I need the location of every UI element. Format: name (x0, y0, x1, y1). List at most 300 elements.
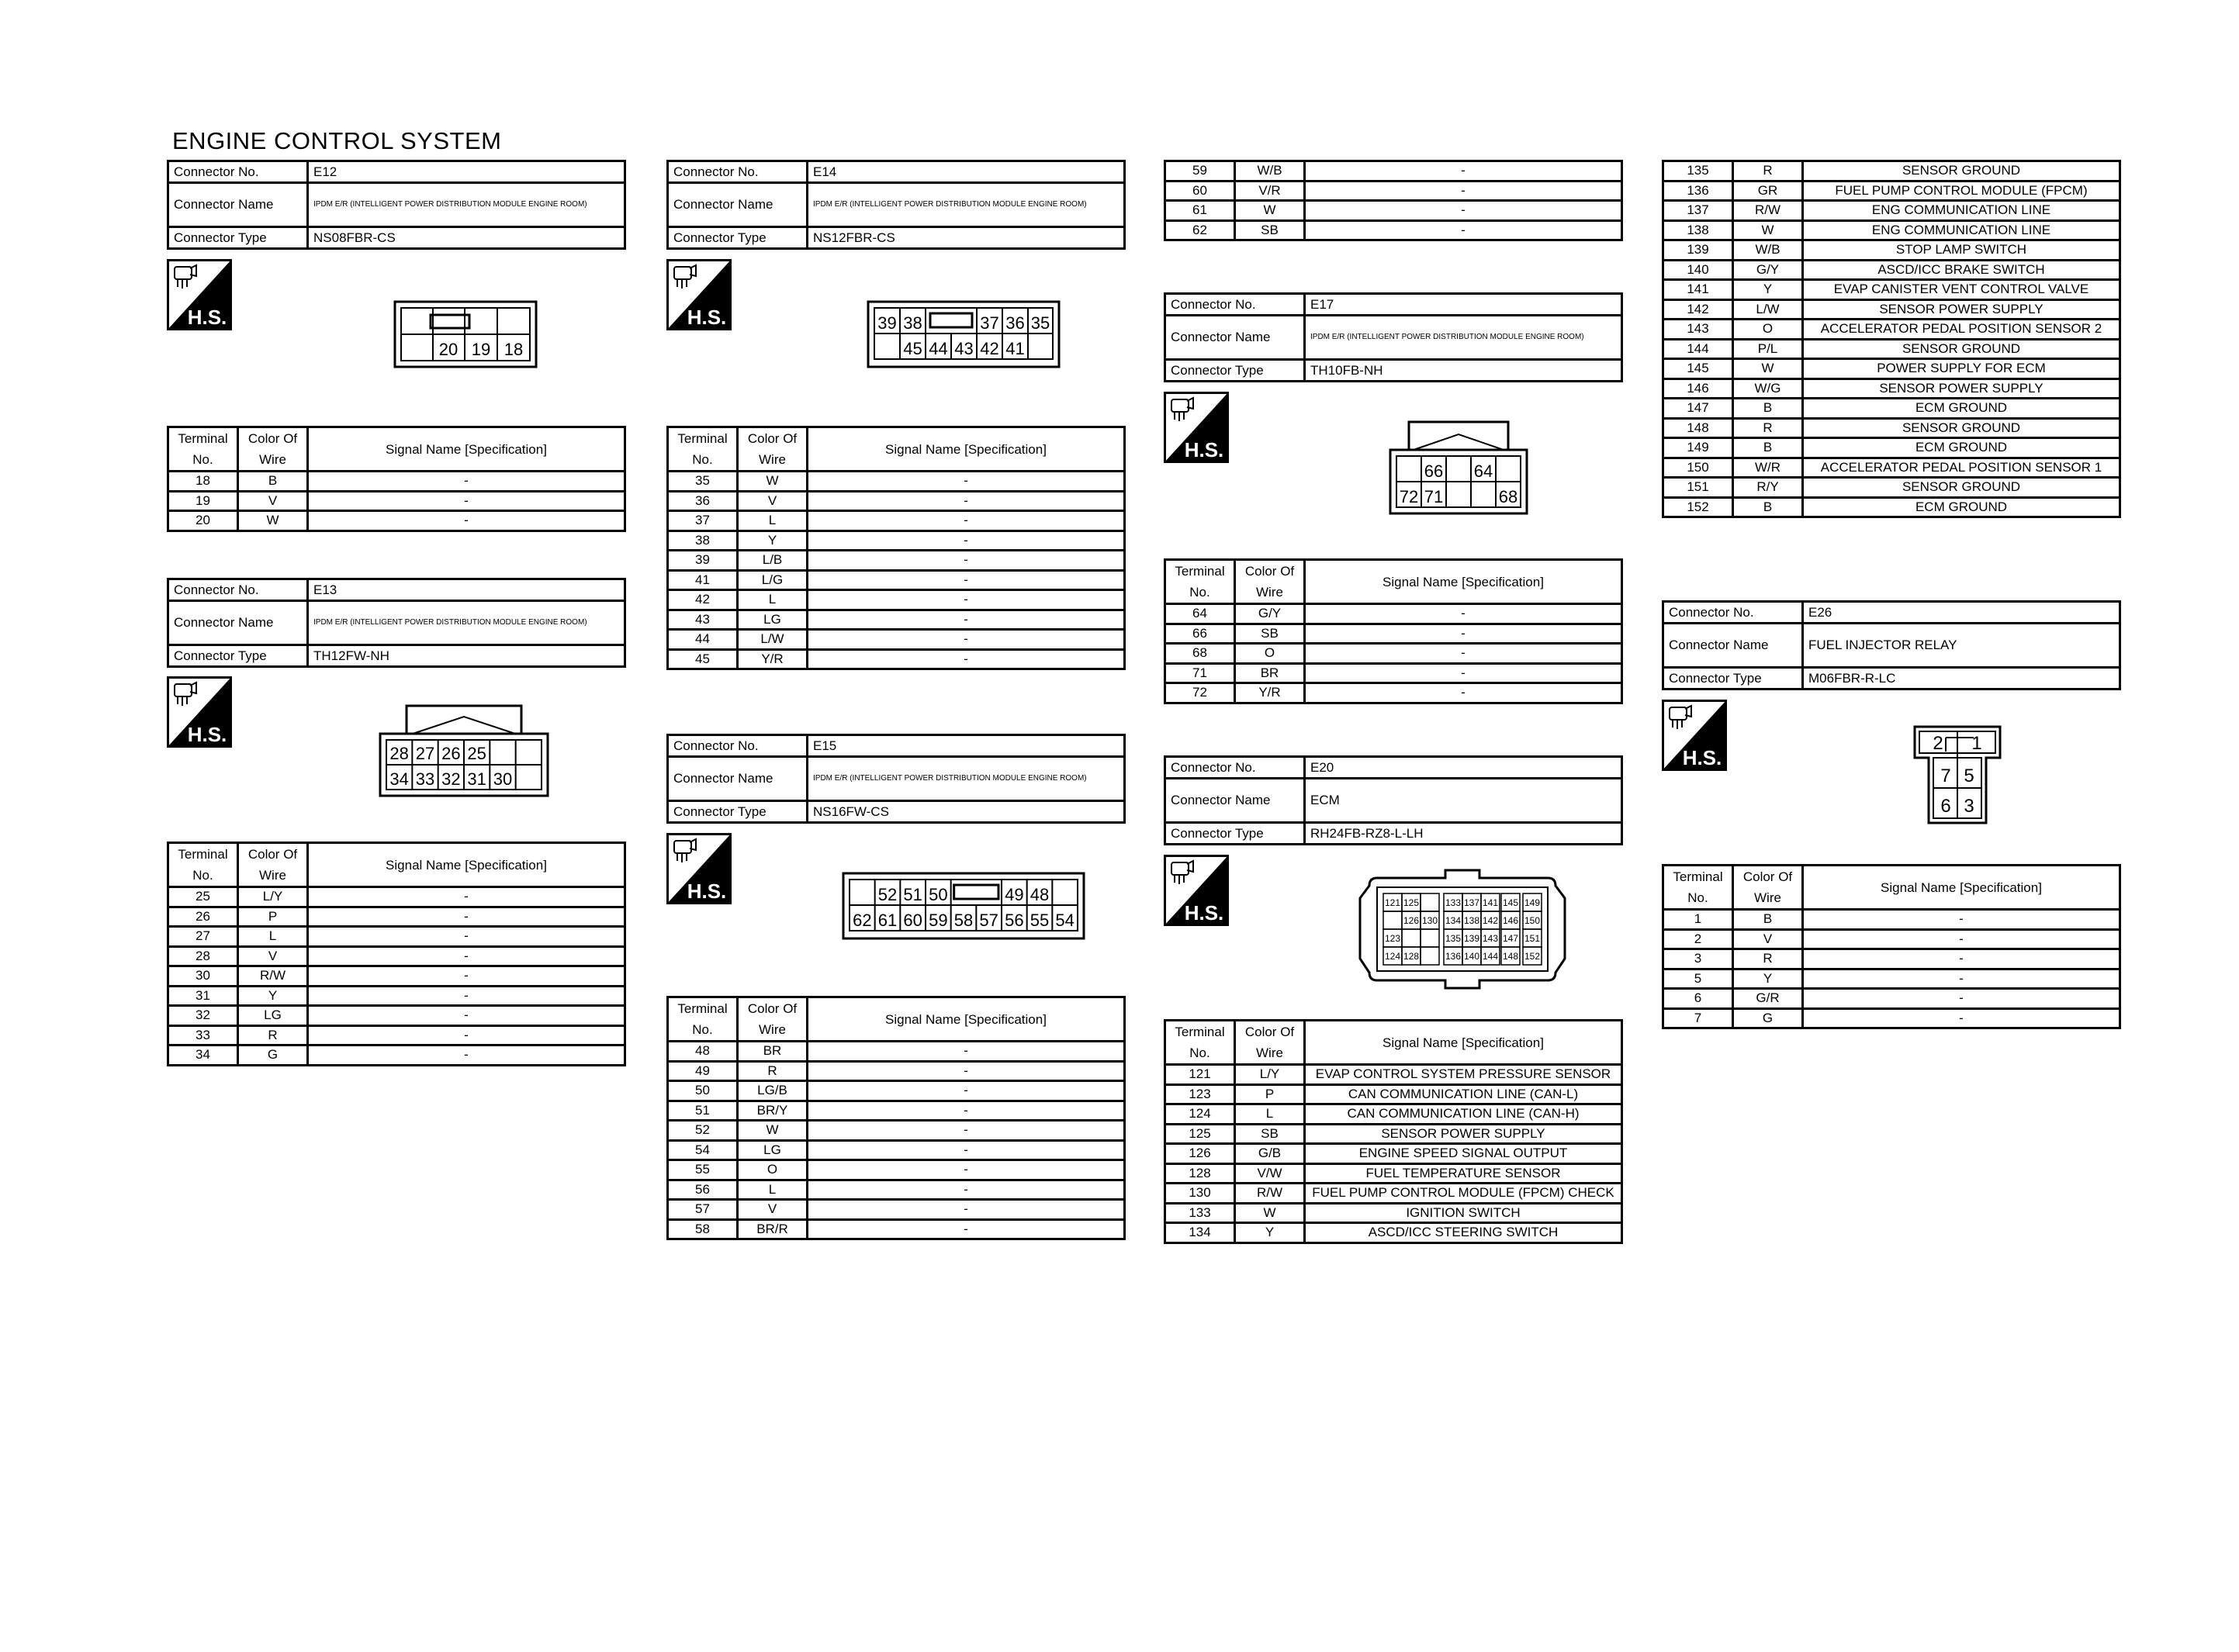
signal-name-cell: - (308, 511, 625, 531)
table-row (168, 1006, 625, 1026)
connector-no-value: E26 (1803, 602, 2120, 624)
connector-e17-info (1164, 292, 1623, 382)
connector-e14-face (867, 300, 1061, 368)
wire-color-cell: G (1733, 1008, 1803, 1028)
signal-name-cell: - (808, 1219, 1125, 1239)
pin-30: 30 (493, 769, 513, 789)
pin-68: 68 (1498, 487, 1518, 506)
terminal-no-cell: 145 (1663, 359, 1733, 379)
hs-label: H.S. (687, 306, 727, 329)
harness-side-icon (1662, 700, 1727, 771)
table-row (1663, 458, 2120, 478)
connector-name-label: Connector Name (668, 183, 808, 227)
pin-135: 135 (1445, 933, 1462, 944)
signal-name-cell: SENSOR POWER SUPPLY (1803, 299, 2120, 320)
terminal-no-cell: 48 (668, 1042, 738, 1062)
connector-e13-terminal-table (167, 842, 626, 1066)
table-row (668, 630, 1125, 650)
signal-name-cell: - (808, 1180, 1125, 1200)
pin-149: 149 (1524, 897, 1541, 908)
pin-126: 126 (1403, 915, 1420, 926)
table-row (1663, 989, 2120, 1009)
table-row (1165, 1084, 1622, 1104)
wire-color-cell: W/R (1733, 458, 1803, 478)
table-row (1165, 1144, 1622, 1164)
signal-name-cell: ECM GROUND (1803, 438, 2120, 458)
table-row (668, 570, 1125, 590)
connector-e26-terminal-table (1662, 864, 2121, 1029)
pin-146: 146 (1502, 915, 1519, 926)
signal-name-cell: - (308, 966, 625, 987)
terminal-no-cell: 142 (1663, 299, 1733, 320)
connector-type-value: NS08FBR-CS (308, 227, 625, 249)
terminal-no-cell: 31 (168, 986, 238, 1006)
signal-name-cell: - (808, 1101, 1125, 1121)
signal-name-header: Signal Name [Specification] (1803, 866, 2120, 910)
terminal-no-cell: 59 (1165, 161, 1235, 181)
pin-137: 137 (1463, 897, 1480, 908)
signal-name-cell: CAN COMMUNICATION LINE (CAN-L) (1305, 1084, 1622, 1104)
terminal-no-cell: 5 (1663, 969, 1733, 989)
terminal-no-cell: 54 (668, 1140, 738, 1160)
signal-name-cell: ENGINE SPEED SIGNAL OUTPUT (1305, 1144, 1622, 1164)
wire-color-cell: BR/R (738, 1219, 808, 1239)
table-row (1165, 663, 1622, 683)
connector-name-label: Connector Name (1165, 779, 1305, 823)
pin-123: 123 (1384, 933, 1401, 944)
wire-color-cell: P (238, 907, 308, 927)
pin-45: 45 (903, 339, 922, 358)
wire-color-cell: W (1733, 220, 1803, 240)
wire-color-cell: V (238, 946, 308, 966)
table-row (168, 927, 625, 947)
signal-name-cell: - (308, 472, 625, 492)
terminal-no-cell: 57 (668, 1200, 738, 1220)
table-row (1165, 1124, 1622, 1144)
color-of-wire-header: Color Of Wire (1235, 1021, 1305, 1065)
signal-name-cell: - (308, 907, 625, 927)
pin-44: 44 (929, 339, 948, 358)
terminal-no-cell: 26 (168, 907, 238, 927)
connector-e20-face (1354, 867, 1571, 991)
terminal-no-header: Terminal No. (1165, 560, 1235, 604)
wire-color-cell: R/Y (1733, 478, 1803, 498)
wire-color-cell: Y (1235, 1223, 1305, 1243)
signal-name-cell: - (808, 491, 1125, 511)
connector-name-value: IPDM E/R (INTELLIGENT POWER DISTRIBUTION MODULE ENGINE ROOM) (1305, 316, 1622, 360)
connector-type-value: TH12FW-NH (308, 645, 625, 667)
signal-name-cell: - (1803, 989, 2120, 1009)
table-row (1165, 1065, 1622, 1085)
terminal-no-cell: 32 (168, 1006, 238, 1026)
pin-54: 54 (1055, 911, 1075, 930)
wire-color-cell: SB (1235, 624, 1305, 644)
pin-55: 55 (1030, 911, 1050, 930)
signal-name-cell: - (308, 887, 625, 907)
hs-label: H.S. (187, 306, 227, 329)
connector-no-label: Connector No. (1165, 757, 1305, 779)
table-row (168, 491, 625, 511)
pin-3: 3 (1964, 796, 1974, 817)
connector-e20-terminal-table (1164, 1019, 1623, 1244)
pin-7: 7 (1940, 766, 1951, 786)
signal-name-cell: - (808, 610, 1125, 630)
wire-color-cell: P/L (1733, 339, 1803, 359)
connector-e13-face (379, 703, 549, 799)
harness-side-icon (1164, 392, 1229, 463)
table-row (668, 590, 1125, 610)
signal-name-cell: - (1305, 663, 1622, 683)
connector-e14-terminal-table (666, 426, 1126, 670)
connector-type-value: RH24FB-RZ8-L-LH (1305, 823, 1622, 845)
table-row (168, 966, 625, 987)
signal-name-cell: EVAP CANISTER VENT CONTROL VALVE (1803, 280, 2120, 300)
table-row (1663, 969, 2120, 989)
wire-color-cell: V (738, 1200, 808, 1220)
table-row (1165, 644, 1622, 664)
table-row (1663, 359, 2120, 379)
pin-52: 52 (877, 885, 898, 904)
hs-label: H.S. (187, 723, 227, 746)
wire-color-cell: R (1733, 418, 1803, 438)
harness-side-icon (666, 833, 732, 904)
color-of-wire-header: Color Of Wire (1235, 560, 1305, 604)
connector-e12-info (167, 160, 626, 250)
wire-color-cell: W/B (1733, 240, 1803, 261)
terminal-no-cell: 151 (1663, 478, 1733, 498)
signal-name-cell: CAN COMMUNICATION LINE (CAN-H) (1305, 1104, 1622, 1125)
table-row (1663, 929, 2120, 949)
harness-side-icon (1164, 855, 1229, 926)
wire-color-cell: G (238, 1045, 308, 1066)
terminal-no-cell: 28 (168, 946, 238, 966)
table-row (1165, 683, 1622, 703)
color-of-wire-header: Color Of Wire (238, 843, 308, 887)
pin-26: 26 (441, 744, 461, 763)
wire-color-cell: SB (1235, 1124, 1305, 1144)
terminal-no-cell: 146 (1663, 378, 1733, 399)
pin-18: 18 (504, 340, 524, 359)
wire-color-cell: R/W (1733, 201, 1803, 221)
signal-name-cell: ECM GROUND (1803, 399, 2120, 419)
terminal-no-cell: 51 (668, 1101, 738, 1121)
connector-no-label: Connector No. (668, 161, 808, 183)
hs-label: H.S. (687, 880, 727, 903)
table-row (668, 551, 1125, 571)
color-of-wire-header: Color Of Wire (738, 997, 808, 1042)
table-row (668, 1140, 1125, 1160)
terminal-no-cell: 1 (1663, 910, 1733, 930)
signal-name-cell: - (808, 590, 1125, 610)
wire-color-cell: LG (738, 1140, 808, 1160)
pin-130: 130 (1421, 915, 1438, 926)
pin-27: 27 (415, 744, 435, 763)
color-of-wire-header: Color Of Wire (1733, 866, 1803, 910)
connector-type-label: Connector Type (1663, 668, 1803, 689)
connector-name-value: ECM (1305, 779, 1622, 823)
terminal-no-cell: 55 (668, 1160, 738, 1180)
pin-147: 147 (1502, 933, 1519, 944)
signal-name-cell: FUEL PUMP CONTROL MODULE (FPCM) (1803, 181, 2120, 201)
terminal-no-header: Terminal No. (668, 427, 738, 472)
wire-color-cell: L/Y (1235, 1065, 1305, 1085)
terminal-no-cell: 45 (668, 649, 738, 669)
terminal-no-cell: 148 (1663, 418, 1733, 438)
terminal-no-cell: 49 (668, 1061, 738, 1081)
pin-72: 72 (1399, 487, 1419, 506)
wire-color-cell: LG (238, 1006, 308, 1026)
terminal-no-cell: 128 (1165, 1163, 1235, 1184)
connector-name-value: FUEL INJECTOR RELAY (1803, 624, 2120, 668)
wire-color-cell: SB (1235, 220, 1305, 240)
connector-type-value: NS16FW-CS (808, 801, 1125, 823)
pin-64: 64 (1473, 461, 1493, 481)
pin-37: 37 (980, 313, 999, 333)
pin-138: 138 (1463, 915, 1480, 926)
table-row (168, 1025, 625, 1045)
terminal-no-cell: 19 (168, 491, 238, 511)
signal-name-cell: - (308, 1006, 625, 1026)
pin-148: 148 (1502, 951, 1519, 962)
connector-e12-terminal-table (167, 426, 626, 532)
wire-color-cell: G/R (1733, 989, 1803, 1009)
signal-name-cell: ENG COMMUNICATION LINE (1803, 201, 2120, 221)
connector-name-label: Connector Name (168, 601, 308, 645)
table-row (1165, 161, 1622, 181)
signal-name-cell: - (1305, 604, 1622, 624)
signal-name-cell: - (808, 1121, 1125, 1141)
terminal-no-cell: 123 (1165, 1084, 1235, 1104)
signal-name-cell: FUEL TEMPERATURE SENSOR (1305, 1163, 1622, 1184)
terminal-no-cell: 147 (1663, 399, 1733, 419)
terminal-no-header: Terminal No. (668, 997, 738, 1042)
terminal-no-header: Terminal No. (168, 427, 238, 472)
terminal-no-cell: 143 (1663, 320, 1733, 340)
pin-57: 57 (979, 911, 998, 930)
connector-type-value: NS12FBR-CS (808, 227, 1125, 249)
signal-name-cell: ACCELERATOR PEDAL POSITION SENSOR 1 (1803, 458, 2120, 478)
signal-name-header: Signal Name [Specification] (308, 843, 625, 887)
connector-e20-info (1164, 755, 1623, 845)
connector-name-value: IPDM E/R (INTELLIGENT POWER DISTRIBUTION MODULE ENGINE ROOM) (308, 601, 625, 645)
terminal-no-cell: 149 (1663, 438, 1733, 458)
connector-type-label: Connector Type (168, 227, 308, 249)
signal-name-cell: - (308, 1045, 625, 1066)
wire-color-cell: G/Y (1235, 604, 1305, 624)
pin-56: 56 (1005, 911, 1024, 930)
wire-color-cell: L/W (738, 630, 808, 650)
signal-name-cell: - (808, 1061, 1125, 1081)
hs-icon-graphic (666, 833, 732, 904)
pin-50: 50 (929, 885, 948, 904)
terminal-no-cell: 66 (1165, 624, 1235, 644)
connector-e13-info (167, 578, 626, 668)
pin-48: 48 (1030, 885, 1050, 904)
table-row (668, 1160, 1125, 1180)
connector-e17-terminal-table (1164, 558, 1623, 704)
signal-name-cell: ASCD/ICC BRAKE SWITCH (1803, 260, 2120, 280)
terminal-no-cell: 124 (1165, 1104, 1235, 1125)
terminal-no-cell: 126 (1165, 1144, 1235, 1164)
pin-61: 61 (877, 911, 898, 930)
wire-color-cell: GR (1733, 181, 1803, 201)
wire-color-cell: R (1733, 161, 1803, 181)
table-row (168, 511, 625, 531)
connector-no-value: E15 (808, 735, 1125, 757)
connector-name-label: Connector Name (668, 757, 808, 801)
signal-name-cell: SENSOR GROUND (1803, 161, 2120, 181)
terminal-no-cell: 71 (1165, 663, 1235, 683)
table-row (668, 610, 1125, 630)
signal-name-cell: - (308, 986, 625, 1006)
pin-19: 19 (471, 340, 491, 359)
connector-e20-continuation-table (1662, 160, 2121, 518)
pin-71: 71 (1424, 487, 1444, 506)
connector-no-label: Connector No. (168, 579, 308, 601)
wire-color-cell: W/B (1235, 161, 1305, 181)
terminal-no-cell: 44 (668, 630, 738, 650)
table-row (668, 1200, 1125, 1220)
pin-28: 28 (389, 744, 409, 763)
connector-e12-face (393, 300, 538, 368)
signal-name-cell: SENSOR GROUND (1803, 339, 2120, 359)
table-row (1165, 1163, 1622, 1184)
terminal-no-cell: 50 (668, 1081, 738, 1101)
pin-66: 66 (1424, 461, 1444, 481)
color-of-wire-header: Color Of Wire (238, 427, 308, 472)
pin-133: 133 (1445, 897, 1462, 908)
pin-121: 121 (1384, 897, 1401, 908)
wire-color-cell: L/Y (238, 887, 308, 907)
connector-name-label: Connector Name (168, 183, 308, 227)
pin-62: 62 (853, 911, 872, 930)
signal-name-cell: - (308, 946, 625, 966)
table-row (1663, 910, 2120, 930)
signal-name-cell: POWER SUPPLY FOR ECM (1803, 359, 2120, 379)
signal-name-cell: SENSOR GROUND (1803, 418, 2120, 438)
pin-150: 150 (1524, 915, 1541, 926)
wire-color-cell: Y (238, 986, 308, 1006)
wire-color-cell: L/G (738, 570, 808, 590)
signal-name-cell: - (1803, 969, 2120, 989)
terminal-no-cell: 141 (1663, 280, 1733, 300)
terminal-no-cell: 35 (668, 472, 738, 492)
wire-color-cell: B (238, 472, 308, 492)
wire-color-cell: V (738, 491, 808, 511)
wire-color-cell: Y (1733, 280, 1803, 300)
table-row (1663, 418, 2120, 438)
wire-color-cell: W/G (1733, 378, 1803, 399)
connector-e26-info (1662, 600, 2121, 690)
pin-125: 125 (1403, 897, 1420, 908)
wire-color-cell: Y (1733, 969, 1803, 989)
pin-36: 36 (1005, 313, 1025, 333)
table-row (1663, 161, 2120, 181)
wire-color-cell: G/B (1235, 1144, 1305, 1164)
wire-color-cell: V/W (1235, 1163, 1305, 1184)
table-row (668, 1081, 1125, 1101)
table-row (1663, 201, 2120, 221)
terminal-no-cell: 41 (668, 570, 738, 590)
terminal-no-cell: 27 (168, 927, 238, 947)
signal-name-cell: - (808, 1160, 1125, 1180)
terminal-no-cell: 68 (1165, 644, 1235, 664)
table-row (1663, 339, 2120, 359)
table-row (1663, 949, 2120, 969)
terminal-no-cell: 139 (1663, 240, 1733, 261)
terminal-no-header: Terminal No. (1165, 1021, 1235, 1065)
terminal-no-cell: 30 (168, 966, 238, 987)
terminal-no-cell: 144 (1663, 339, 1733, 359)
signal-name-header: Signal Name [Specification] (808, 427, 1125, 472)
pin-151: 151 (1524, 933, 1541, 944)
wire-color-cell: W (1235, 1203, 1305, 1223)
connector-e15-continuation-table (1164, 160, 1623, 241)
signal-name-cell: - (808, 1042, 1125, 1062)
signal-name-cell: ASCD/ICC STEERING SWITCH (1305, 1223, 1622, 1243)
connector-name-value: IPDM E/R (INTELLIGENT POWER DISTRIBUTION MODULE ENGINE ROOM) (808, 757, 1125, 801)
terminal-no-cell: 33 (168, 1025, 238, 1045)
terminal-no-cell: 140 (1663, 260, 1733, 280)
wire-color-cell: Y (738, 531, 808, 551)
table-row (1663, 399, 2120, 419)
hs-label: H.S. (1184, 901, 1224, 924)
signal-name-cell: IGNITION SWITCH (1305, 1203, 1622, 1223)
signal-name-header: Signal Name [Specification] (808, 997, 1125, 1042)
pin-58: 58 (953, 911, 974, 930)
signal-name-cell: - (1305, 220, 1622, 240)
wire-color-cell: W (1235, 201, 1305, 221)
terminal-no-cell: 42 (668, 590, 738, 610)
wire-color-cell: O (1235, 644, 1305, 664)
signal-name-header: Signal Name [Specification] (1305, 1021, 1622, 1065)
connector-type-label: Connector Type (1165, 823, 1305, 845)
pin-60: 60 (903, 911, 922, 930)
terminal-no-cell: 3 (1663, 949, 1733, 969)
terminal-no-cell: 39 (668, 551, 738, 571)
table-row (1663, 181, 2120, 201)
harness-side-icon (167, 676, 232, 748)
connector-e15-face (842, 872, 1085, 940)
hs-icon-graphic (167, 676, 232, 748)
connector-type-value: M06FBR-R-LC (1803, 668, 2120, 689)
signal-name-cell: - (308, 927, 625, 947)
wire-color-cell: L/B (738, 551, 808, 571)
wire-color-cell: G/Y (1733, 260, 1803, 280)
wire-color-cell: W (738, 472, 808, 492)
table-row (668, 1219, 1125, 1239)
connector-no-value: E14 (808, 161, 1125, 183)
pin-20: 20 (438, 340, 459, 359)
wire-color-cell: L/W (1733, 299, 1803, 320)
signal-name-cell: SENSOR POWER SUPPLY (1305, 1124, 1622, 1144)
wire-color-cell: BR (738, 1042, 808, 1062)
table-row (668, 1042, 1125, 1062)
connector-type-label: Connector Type (668, 801, 808, 823)
pin-143: 143 (1482, 933, 1499, 944)
signal-name-cell: - (1305, 644, 1622, 664)
hs-label: H.S. (1184, 438, 1224, 461)
signal-name-cell: - (308, 491, 625, 511)
signal-name-cell: ECM GROUND (1803, 497, 2120, 517)
wire-color-cell: L (1235, 1104, 1305, 1125)
table-row (1663, 438, 2120, 458)
terminal-no-cell: 25 (168, 887, 238, 907)
pin-136: 136 (1445, 951, 1462, 962)
connector-e17-diagram (1389, 419, 1528, 520)
wire-color-cell: B (1733, 438, 1803, 458)
pin-139: 139 (1463, 933, 1480, 944)
